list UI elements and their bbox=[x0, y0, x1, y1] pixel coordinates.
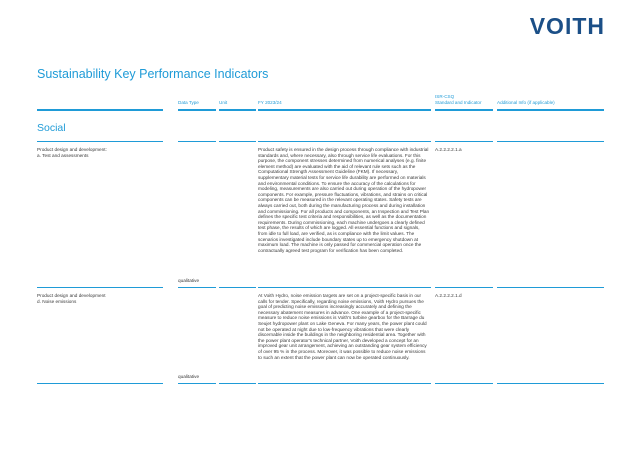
row-description: At Voith Hydro, noise emission targets are set on a project-specific basis in our calls for tender. Specifically, regarding noise emissions, Voith Hydro pursues the goal of predicting noise emissions increasingly accurately and defining the necessary abatement measures in advance. One example of a project-specific measure to reduce noise emissions is Voith's turbine gearbox for the Barrage du Seujet hydropower plant on Lake Geneva. For many years, the power plant could not be operated at night due to low-frequency vibrations that were clearly discernable inside the buildings in the neighboring residential area. Together with the power plant operator's technical partner, Voith developed a concept for an improved gear unit arrangement, achieving an outstanding gear system efficiency of over 95 % in the process. Moreover, it was possible to reduce noise emissions to such an extent that the power plant can now be operated continuously. bbox=[258, 293, 427, 360]
header-rule bbox=[219, 109, 256, 111]
header-rule bbox=[435, 109, 493, 111]
row-description: Product safety is ensured in the design process through compliance with industrial standards and, where necessary, also through service life evaluations. For this purpose, the component stresses determined from numerical analyses (e.g. finite element method) are evaluated with the aid of relevant rule sets such as the Computational Strength Assessment Guideline (FKM). If necessary, supplementary material tests for service life durability are performed on materials and environmental conditions. To ensure the accuracy of the calculations for modeling, measurements are also carried out during operation of the hydropower components. For example, pressure fluctuations, vibrations, and strains on critical components can be measured in the relevant operating states. Safety tests are always carried out, both during the manufacturing process and during installation and commissioning. For all products and components, an Inspection and Test Plan defines the specific test criteria and responsibilities, as well as the documentation requirements. During commissioning, each machine undergoes a clearly defined test phase, the results of which are logged. All essential functions and signals, from idle to full load, are verified, as is compliance with the limit values. The scenarios investigated include boundary states up to emergency shutdown at maximum load. The machine is only passed for commercial operation once the contractually agreed test program for verification has been completed. bbox=[258, 147, 430, 253]
row-rule bbox=[497, 287, 604, 288]
header-rule bbox=[178, 109, 216, 111]
section-rule bbox=[178, 141, 216, 142]
page-title: Sustainability Key Performance Indicators bbox=[37, 67, 269, 81]
voith-logo: VOITH bbox=[529, 13, 605, 39]
section-rule bbox=[435, 141, 493, 142]
row-rule bbox=[258, 287, 431, 288]
section-rule bbox=[219, 141, 256, 142]
header-rule bbox=[497, 109, 604, 111]
header-fy: FY 2023/24 bbox=[258, 100, 282, 105]
row-rule bbox=[37, 383, 163, 384]
header-standard: ISR-CSQ Standard and Indicator bbox=[435, 94, 482, 105]
header-additional-info: Additional Info (if applicable) bbox=[497, 100, 555, 105]
header-unit: Unit bbox=[219, 100, 228, 105]
row-data-type: qualitative bbox=[178, 278, 200, 283]
row-standard: A.2.2.2.2.1.d bbox=[435, 293, 462, 298]
row-rule bbox=[219, 287, 256, 288]
row-rule bbox=[178, 383, 216, 384]
row-rule bbox=[219, 383, 256, 384]
header-rule bbox=[258, 109, 431, 111]
row-rule bbox=[497, 383, 604, 384]
row-rule bbox=[178, 287, 216, 288]
section-heading: Social bbox=[37, 122, 66, 134]
header-data-type: Data Type bbox=[178, 100, 199, 105]
section-rule bbox=[37, 141, 163, 142]
row-topic: Product design and development: a. Test and assessments bbox=[37, 147, 107, 158]
row-topic: Product design and development d. Noise emissions bbox=[37, 293, 106, 304]
header-rule bbox=[37, 109, 163, 111]
row-rule bbox=[37, 287, 163, 288]
row-rule bbox=[435, 383, 493, 384]
section-rule bbox=[497, 141, 604, 142]
row-data-type: qualitative bbox=[178, 374, 200, 379]
row-rule bbox=[258, 383, 431, 384]
row-standard: A.2.2.2.2.1.a bbox=[435, 147, 462, 152]
section-rule bbox=[258, 141, 431, 142]
row-rule bbox=[435, 287, 493, 288]
